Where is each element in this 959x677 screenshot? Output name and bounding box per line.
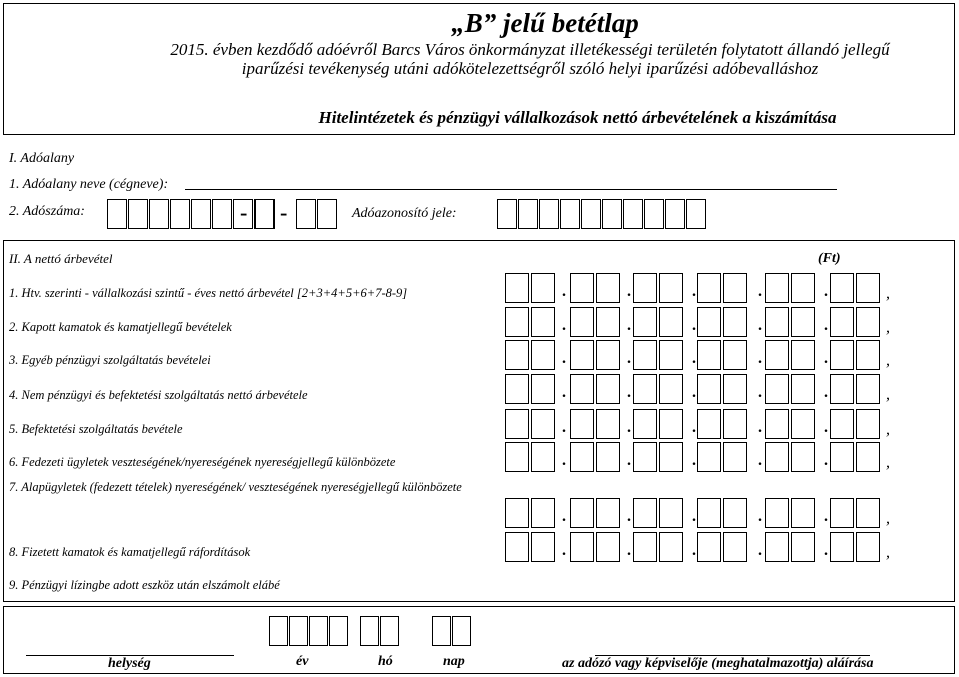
row-6-cell-group[interactable] (570, 442, 622, 472)
row-1-cell-group[interactable] (830, 273, 882, 303)
row-1-thousand-dot: . (692, 283, 696, 300)
tax-number-dash-2: - (280, 200, 288, 225)
page-subtitle: 2015. évben kezdődő adóévről Barcs Város önkormányzat illetékességi területén folytatott állandó jellegű iparűzési tevékenység utáni adókötelezettségről szóló helyi iparűzési adóbevalláshoz (170, 40, 890, 78)
row-2-cell-group[interactable] (633, 307, 685, 337)
row-5-thousand-dot: . (692, 419, 696, 436)
row-5-thousand-dot: . (824, 419, 828, 436)
row-4-thousand-dot: . (758, 384, 762, 401)
row-7-thousand-dot: . (824, 508, 828, 525)
row-2-thousand-dot: . (758, 317, 762, 334)
tax-number-label: 2. Adószáma: (9, 204, 85, 219)
row-5-cell-group[interactable] (765, 409, 817, 439)
tax-id-label: Adóazonosító jele: (352, 206, 457, 221)
place-label: helység (108, 656, 151, 671)
row-8-comma: , (886, 544, 890, 561)
row-6-cell-group[interactable] (830, 442, 882, 472)
row-4-thousand-dot: . (692, 384, 696, 401)
row-7-cell-group[interactable] (633, 498, 685, 528)
row-8-cell-group[interactable] (697, 532, 749, 562)
tax-number-cells-a[interactable] (107, 199, 275, 229)
row-2-comma: , (886, 319, 890, 336)
row-4-cell-group[interactable] (505, 374, 557, 404)
row-7-thousand-dot: . (627, 508, 631, 525)
row-7-cell-group[interactable] (570, 498, 622, 528)
tax-id-cells[interactable] (497, 199, 707, 229)
row-5-comma: , (886, 421, 890, 438)
row-6-thousand-dot: . (627, 452, 631, 469)
row-2-cell-group[interactable] (765, 307, 817, 337)
row-label-2: 2. Kapott kamatok és kamatjellegű bevételek (9, 320, 232, 334)
row-1-cell-group[interactable] (505, 273, 557, 303)
row-1-cell-group[interactable] (570, 273, 622, 303)
row-2-cell-group[interactable] (830, 307, 882, 337)
row-5-cell-group[interactable] (697, 409, 749, 439)
page-title: „B” jelű betétlap (451, 8, 639, 38)
row-8-cell-group[interactable] (505, 532, 557, 562)
row-7-thousand-dot: . (758, 508, 762, 525)
tax-number-cells-b[interactable] (255, 199, 276, 229)
row-8-cell-group[interactable] (765, 532, 817, 562)
row-7-cell-group[interactable] (830, 498, 882, 528)
row-label-9: 9. Pénzügyi lízingbe adott eszköz után elszámolt elábé (9, 578, 280, 592)
row-7-cell-group[interactable] (765, 498, 817, 528)
row-5-thousand-dot: . (627, 419, 631, 436)
row-4-cell-group[interactable] (633, 374, 685, 404)
date-day-cells[interactable] (432, 616, 472, 646)
row-5-thousand-dot: . (758, 419, 762, 436)
row-1-thousand-dot: . (758, 283, 762, 300)
row-4-cell-group[interactable] (830, 374, 882, 404)
row-1-thousand-dot: . (627, 283, 631, 300)
row-6-cell-group[interactable] (505, 442, 557, 472)
row-7-thousand-dot: . (562, 508, 566, 525)
row-2-thousand-dot: . (824, 317, 828, 334)
row-4-thousand-dot: . (627, 384, 631, 401)
row-4-cell-group[interactable] (570, 374, 622, 404)
row-5-cell-group[interactable] (505, 409, 557, 439)
date-month-cells[interactable] (360, 616, 400, 646)
row-3-cell-group[interactable] (633, 340, 685, 370)
row-5-cell-group[interactable] (570, 409, 622, 439)
row-label-8: 8. Fizetett kamatok és kamatjellegű ráfordítások (9, 545, 251, 559)
year-label: év (296, 654, 309, 669)
row-1-cell-group[interactable] (765, 273, 817, 303)
row-4-cell-group[interactable] (765, 374, 817, 404)
row-3-thousand-dot: . (758, 350, 762, 367)
row-4-comma: , (886, 386, 890, 403)
row-6-cell-group[interactable] (765, 442, 817, 472)
row-2-thousand-dot: . (692, 317, 696, 334)
row-8-cell-group[interactable] (830, 532, 882, 562)
row-3-thousand-dot: . (562, 350, 566, 367)
name-label: 1. Adóalany neve (cégneve): (9, 177, 169, 192)
row-8-thousand-dot: . (824, 542, 828, 559)
signature-label: az adózó vagy képviselője (meghatalmazottja) aláírása (562, 656, 874, 671)
row-4-cell-group[interactable] (697, 374, 749, 404)
row-7-cell-group[interactable] (505, 498, 557, 528)
row-2-thousand-dot: . (562, 317, 566, 334)
row-7-thousand-dot: . (692, 508, 696, 525)
row-1-cell-group[interactable] (633, 273, 685, 303)
row-8-thousand-dot: . (562, 542, 566, 559)
row-1-cell-group[interactable] (697, 273, 749, 303)
row-7-cell-group[interactable] (697, 498, 749, 528)
row-6-thousand-dot: . (692, 452, 696, 469)
row-1-thousand-dot: . (824, 283, 828, 300)
row-8-cell-group[interactable] (633, 532, 685, 562)
row-8-thousand-dot: . (758, 542, 762, 559)
row-8-cell-group[interactable] (570, 532, 622, 562)
date-year-cells[interactable] (269, 616, 349, 646)
row-3-cell-group[interactable] (697, 340, 749, 370)
row-3-thousand-dot: . (627, 350, 631, 367)
row-label-6: 6. Fedezeti ügyletek veszteségének/nyereségének nyereségjellegű különbözete (9, 455, 396, 469)
row-4-thousand-dot: . (562, 384, 566, 401)
row-2-cell-group[interactable] (505, 307, 557, 337)
row-3-comma: , (886, 352, 890, 369)
row-2-cell-group[interactable] (570, 307, 622, 337)
section1-title: I. Adóalany (9, 151, 75, 166)
row-6-thousand-dot: . (562, 452, 566, 469)
row-6-thousand-dot: . (824, 452, 828, 469)
row-3-cell-group[interactable] (765, 340, 817, 370)
row-3-cell-group[interactable] (570, 340, 622, 370)
row-label-1: 1. Htv. szerinti - vállalkozási szintű - éves nettó árbevétel [2+3+4+5+6+7-8-9] (9, 286, 408, 300)
row-6-cell-group[interactable] (697, 442, 749, 472)
month-label: hó (378, 654, 393, 669)
tax-number-cells-c[interactable] (296, 199, 338, 229)
row-3-thousand-dot: . (692, 350, 696, 367)
row-4-thousand-dot: . (824, 384, 828, 401)
row-5-thousand-dot: . (562, 419, 566, 436)
row-6-comma: , (886, 454, 890, 471)
row-1-comma: , (886, 285, 890, 302)
row-5-cell-group[interactable] (633, 409, 685, 439)
row-6-cell-group[interactable] (633, 442, 685, 472)
section2-title: II. A nettó árbevétel (9, 251, 113, 266)
row-label-7: 7. Alapügyletek (fedezett tételek) nyereségének/ veszteségének nyereségjellegű különbözete (9, 480, 462, 494)
day-label: nap (443, 654, 465, 669)
unit-label: (Ft) (818, 251, 841, 266)
row-label-4: 4. Nem pénzügyi és befektetési szolgáltatás nettó árbevétele (9, 388, 308, 402)
row-label-5: 5. Befektetési szolgáltatás bevétele (9, 422, 183, 436)
row-8-thousand-dot: . (627, 542, 631, 559)
row-1-thousand-dot: . (562, 283, 566, 300)
row-7-comma: , (886, 510, 890, 527)
page-heading: Hitelintézetek és pénzügyi vállalkozások nettó árbevételének a kiszámítása (318, 108, 837, 127)
name-field[interactable] (185, 189, 837, 190)
row-2-cell-group[interactable] (697, 307, 749, 337)
row-2-thousand-dot: . (627, 317, 631, 334)
row-label-3: 3. Egyéb pénzügyi szolgáltatás bevételei (9, 353, 211, 367)
row-8-thousand-dot: . (692, 542, 696, 559)
row-3-cell-group[interactable] (830, 340, 882, 370)
tax-number-dash-1: - (240, 200, 248, 225)
row-6-thousand-dot: . (758, 452, 762, 469)
row-3-cell-group[interactable] (505, 340, 557, 370)
row-5-cell-group[interactable] (830, 409, 882, 439)
row-3-thousand-dot: . (824, 350, 828, 367)
